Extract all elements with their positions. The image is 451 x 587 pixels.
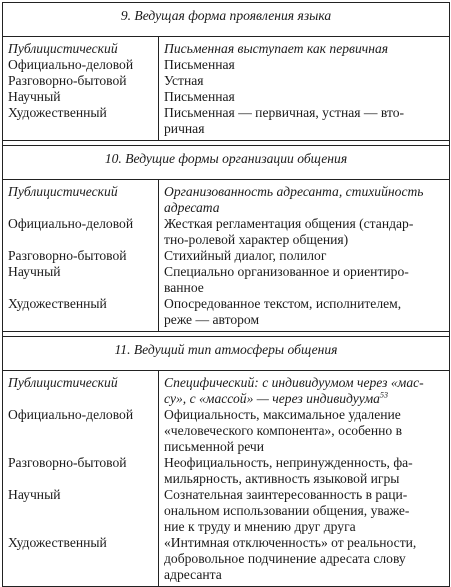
style-name: Художественный xyxy=(3,535,159,587)
style-value xyxy=(159,264,450,296)
section-title-row xyxy=(3,3,450,37)
table-row xyxy=(3,264,450,296)
style-value xyxy=(159,487,450,535)
table-row xyxy=(3,371,450,408)
style-name: Официально-деловой xyxy=(3,57,159,73)
style-name: Разговорно-бытовой xyxy=(3,455,159,487)
style-value xyxy=(159,296,450,332)
value-line: Организованность адресанта, стихийность xyxy=(164,184,424,199)
table-row xyxy=(3,407,450,455)
value-line: ванное xyxy=(164,280,204,295)
style-name: Публицистический xyxy=(3,371,159,408)
value-line: Письменная — первичная, устная — вто- xyxy=(164,105,405,120)
style-name: Художественный xyxy=(3,296,159,332)
style-name: Художественный xyxy=(3,105,159,141)
section-title: 9. Ведущая форма проявления языка xyxy=(3,3,450,37)
value-line: Специально организованное и ориентиро- xyxy=(164,264,409,279)
value-line: «Интимная отключенность» от реальности, xyxy=(164,535,417,550)
table-row xyxy=(3,57,450,73)
style-value xyxy=(159,105,450,141)
style-value xyxy=(159,180,450,217)
value-line: мильярность, активность языковой игры xyxy=(164,471,400,486)
style-value xyxy=(159,455,450,487)
value-line: тно-ролевой характер общения) xyxy=(164,232,349,247)
value-line: Жесткая регламентация общения (стандар- xyxy=(164,216,414,231)
style-name: Научный xyxy=(3,487,159,535)
style-value: Стихийный диалог, полилог xyxy=(159,248,450,264)
table-row xyxy=(3,105,450,141)
section-title: 11. Ведущий тип атмосферы общения xyxy=(3,337,450,371)
style-name: Официально-деловой xyxy=(3,407,159,455)
value-line: Официальность, максимальное удаление xyxy=(164,407,401,422)
style-value xyxy=(159,216,450,248)
table-row xyxy=(3,216,450,248)
section-title-row xyxy=(3,146,450,180)
value-line: су», с «массой» — через индивидуума xyxy=(164,391,380,406)
style-name: Публицистический xyxy=(3,37,159,58)
style-value xyxy=(159,371,450,408)
footnote-ref[interactable]: 53 xyxy=(379,390,388,400)
value-line: письменной речи xyxy=(164,439,265,454)
value-line: адресата xyxy=(164,200,220,215)
style-value xyxy=(159,407,450,455)
style-comparison-table xyxy=(2,2,450,587)
value-line: Специфический: с индивидуумом через «мас- xyxy=(164,375,424,390)
value-line: добровольное подчинение адресата слову xyxy=(164,551,406,566)
value-line: адресанта xyxy=(164,567,222,582)
table-row xyxy=(3,535,450,587)
style-value: Письменная выступает как первичная xyxy=(159,37,450,58)
style-name: Официально-деловой xyxy=(3,216,159,248)
value-line: реже — автором xyxy=(164,312,260,327)
style-name: Разговорно-бытовой xyxy=(3,73,159,89)
style-name: Научный xyxy=(3,264,159,296)
table-row xyxy=(3,37,450,58)
style-value: Письменная xyxy=(159,57,450,73)
style-name: Научный xyxy=(3,89,159,105)
table-row xyxy=(3,180,450,217)
table-row xyxy=(3,296,450,332)
value-line: ние к труду и мнению друг друга xyxy=(164,519,356,534)
table-row xyxy=(3,455,450,487)
value-line: Неофициальность, непринужденность, фа- xyxy=(164,455,413,470)
table-row xyxy=(3,73,450,89)
value-line: Опосредованное текстом, исполнителем, xyxy=(164,296,402,311)
table-row xyxy=(3,487,450,535)
section-title-row xyxy=(3,337,450,371)
style-value: Письменная xyxy=(159,89,450,105)
table-row xyxy=(3,248,450,264)
table-row xyxy=(3,89,450,105)
value-line: «человеческого компонента», особенно в xyxy=(164,423,403,438)
value-line: ональном использовании общения, уваже- xyxy=(164,503,410,518)
section-title: 10. Ведущие формы организации общения xyxy=(3,146,450,180)
value-line: Сознательная заинтересованность в раци- xyxy=(164,487,408,502)
style-value: Устная xyxy=(159,73,450,89)
style-name: Разговорно-бытовой xyxy=(3,248,159,264)
style-name: Публицистический xyxy=(3,180,159,217)
value-line: ричная xyxy=(164,121,205,136)
style-value xyxy=(159,535,450,587)
